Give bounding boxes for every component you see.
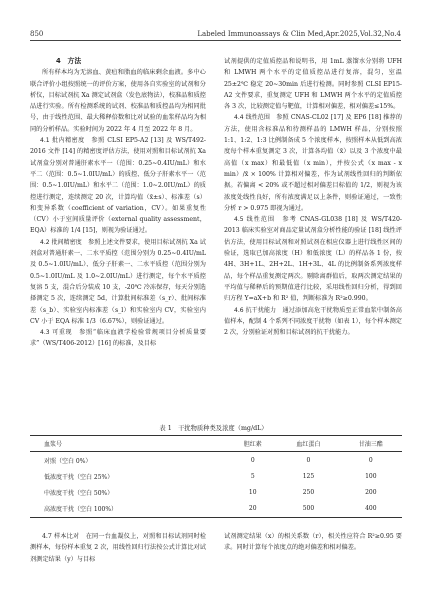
table-cell: 对照（空白 0%） xyxy=(44,457,92,465)
table-cell: 500 xyxy=(277,501,339,518)
table-cell: 高浓度干扰（空白 100%） xyxy=(30,501,228,518)
section-text: 参考 CNAS-GL038 [18] 及 WS/T420-2013 临床实验室对商品定量试剂盒分析性能的验证 [18] 线性评估方法，使用目标试剂和对照试剂在相应仪器上进行线性区间的验证，选取已加高浓度（H）和低浓度（L）的样品各 1 份，按 4H、3H+1L、2H+2L、1H+3L、4L 的比例制备系列浓度样品，每个样品重复测定两次。剔除离群值后，取两次测定结果的平均值与稀释后的预期值进行比较，采用线性回归分析，得到回归方程 Y=aX+b 和 R² 值，判断标准为 R²≥0.990。 xyxy=(224,216,402,303)
section-4-1 xyxy=(30,135,206,237)
table-cell: 20 xyxy=(228,501,277,518)
left-column xyxy=(30,56,206,350)
section-text: 参照上述文件要求，使用目标试剂抗 Xa 试剂盒对普通肝素一、二水平质控（范围分别为 0.25~0.4IU/mL 及 0.5~1.0IU/mL）、低分子肝素一、二水平质控（范围分别为 0.5~1.0IU/mL 及 1.0~2.0IU/mL）进行测定，每个水平质控复溶 5 支，混合后分装成 10 支，-20℃ 冷冻保存，每天分别选择测定 5 次，连续测定 5d，计算批间标准差（s_r）、批间标准差（s_b）、实验室内标准差（s_l）和实验室内 CV，实验室内 CV 小于 EQA 标准 1/3（6.67%），则验证通过。 xyxy=(30,238,206,325)
continued-paragraph: 试剂测定结果（x）的相关系数（r），相关性应符合 R²≥0.95 要求。同时计算每个浓度点的绝对偏差和相对偏差。 xyxy=(224,533,402,552)
section-number: 4.6 xyxy=(234,306,244,314)
table-cell: 10 xyxy=(248,488,257,496)
methods-heading: 4 方法 xyxy=(56,57,82,65)
header-rule xyxy=(30,40,401,41)
section-4-3 xyxy=(30,327,206,350)
table-row xyxy=(30,452,402,469)
journal-header: Labeled Immunoassays & Clin Med,Apr.2025,Vol.32,No.4 xyxy=(197,30,401,38)
table-cell: 中浓度干扰（空白 50%） xyxy=(44,489,114,497)
table-cell: 125 xyxy=(302,472,315,480)
section-number: 4.3 xyxy=(40,329,50,337)
table-row xyxy=(30,484,402,500)
table-header-cell: 甘油三酯 xyxy=(340,436,402,452)
table-header-cell: 血红蛋白 xyxy=(277,436,339,452)
section-title: 批间精密度 xyxy=(51,238,82,246)
section-4-6 xyxy=(224,305,402,339)
section-title: 线性范围 xyxy=(245,114,270,122)
section-text: 通过添加高危干扰物质至正常血浆中制备高值样本，配制 4 个系列不同浓度干扰物（如表 1），每个样本测定 2 次，分别验证对照和目标试剂的抗干扰能力。 xyxy=(224,306,402,337)
table-cell: 5 xyxy=(250,472,255,480)
table-header-cell: 胆红素 xyxy=(228,436,277,452)
section-title: 样本比对 xyxy=(53,533,80,540)
section-number: 4.7 xyxy=(42,533,52,540)
table-row xyxy=(30,468,402,484)
methods-paragraph: 所有样本均为无溶血、黄疸和脂血的临床剩余血液。多中心联合评价小组按照统一的评价方案，使用各自实验室的试剂和分析仪，目标试剂抗 Xa 测定试剂盒（发色底物法），校准品和质控品进行实验。所有检测系统的试剂、校准品和质控品均为相同批号，由于线性范围、最大稀释倍数和比对试验的血浆样品均为相同的分析样品。实验时间为 2022 年 4 月至 2022 年 8 月。 xyxy=(30,69,206,133)
bottom-left-column xyxy=(30,531,206,565)
table-header-row xyxy=(30,436,402,452)
section-title: 批内精密度 xyxy=(52,137,85,145)
table-cell: 100 xyxy=(365,472,377,480)
bottom-right-column xyxy=(224,531,402,554)
section-title: 线性范围 xyxy=(246,216,276,224)
table-cell: 0 xyxy=(250,456,255,464)
page-number: 850 xyxy=(30,30,44,38)
section-4-2 xyxy=(30,237,206,327)
section-4-5 xyxy=(224,214,402,304)
table-row xyxy=(30,501,402,518)
table-cell: 200 xyxy=(365,488,377,496)
table-caption: 表 1 干扰物质种类及浓度（mg/dL） xyxy=(159,425,268,432)
right-column xyxy=(224,56,402,338)
section-number: 4.5 xyxy=(234,216,244,224)
section-4-7 xyxy=(30,531,206,565)
section-text: 在同一台血凝仪上，对照和目标试剂同时检测样本，每份样本重复 2 次，用线性回归行法按公式计算比对试剂测定结果（y）与目标 xyxy=(30,533,207,563)
table-cell: 低浓度干扰（空白 25%） xyxy=(44,473,114,481)
section-text: 参照 CNAS-CL02 [17] 及 EP6 [18] 推荐的方法，使用含标准品和待测样品的 LMWH 样品，分别按照 1:1、1:2、1:3 比例制备成 5 个浓度样本，按照样本从低到高浓度每个样本重复测定 3 次，计算各均值（x̄）以及 3 个浓度中最高值（x max）和最低值（x min），并按公式（x max - x min）/x̄ × 100% 计算相对偏差，作为试剂线性回归的判断依据。若偏离 < 20% 或不超过相对偏差目标值的 1/2，则视为该浓度处线性良好，所有浓度满足以上条件，则验证通过，一致性分析 r > 0.975 即视为通过。 xyxy=(224,114,402,212)
section-text: 参照 CLSI EP5-A2 [13] 及 WS/T492-2016 文件 [14] 的精密度评估方法，使用对照和目标试剂抗 Xa 试剂盒分别对普通肝素水平一（范围：0.25~0.4IU/mL）和水平二（范围：0.5~1.0IU/mL）的质控、低分子肝素水平一（范围：0.5~1.0IU/mL）和水平二（范围：1.0~2.0IU/mL）的质控进行测定，连续测定 20 次，计算均值（x̄±s）、标准差（s）和变异系数（coefficient of variation，CV）。如果重复性（CV）小于室间质量评价（external quality assessment，EQA）标准的 1/4 [15]，则视为验证通过。 xyxy=(30,137,207,235)
table-cell: 250 xyxy=(302,488,315,496)
section-number: 4.1 xyxy=(40,137,50,145)
section-4-4 xyxy=(224,112,402,214)
interference-table xyxy=(30,435,402,518)
section-number: 4.2 xyxy=(40,238,50,246)
table-cell: 0 xyxy=(306,456,311,464)
continued-paragraph: 试剂提供的定值质控品和说明书，用 1mL 蒸馏水分别将 UFH 和 LMWH 两个水平的定值质控品进行复溶，混匀，室温 25±2℃ 稳定 20~30min 后进行检测。同时参照 CLSI EP15-A2 文件要求，重复测定 UFH 和 LMWH 两个水平的定值质控各 3 次，比较测定值与靶值，计算相对偏差，相对偏差≤15%。 xyxy=(224,58,402,111)
table-cell: 400 xyxy=(340,501,402,518)
section-text: 参照“临床血液学检验常规项目分析质量要求”（WS/T406-2012）[16] 的标准，及目标 xyxy=(30,329,206,348)
section-number: 4.4 xyxy=(234,114,244,122)
table-header-cell: 血浆号 xyxy=(30,436,228,452)
section-title: 抗干扰能力 xyxy=(245,306,277,314)
section-title: 可重现 xyxy=(52,329,73,337)
table-cell: 0 xyxy=(368,456,373,464)
